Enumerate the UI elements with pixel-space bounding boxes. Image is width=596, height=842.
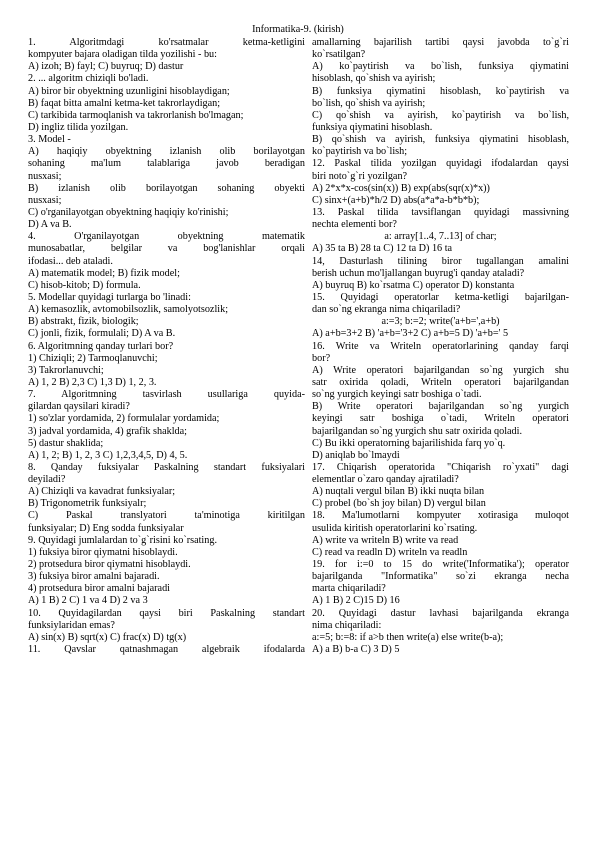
text-line: funksiyalar; D) Eng sodda funksiyalar — [28, 522, 184, 534]
text-line: A) haqiqiy obyektning izlanish olib borilayotgan — [28, 146, 305, 158]
text-line: dan so`ng ekranga nima chiqariladi? — [312, 304, 461, 316]
text-line: A) Chiziqli va kavadrat funksiyalar; — [28, 486, 176, 498]
text-line: 11. Qavslar qatnashmagan algebraik ifodalarda — [28, 644, 305, 656]
text-line: 9. Quyidagi jumlalardan to`g`risini ko`rsating. — [28, 534, 217, 546]
text-line: A) buyruq B) ko`rsatma C) operator D) konstanta — [312, 279, 515, 291]
text-line: 3) Takrorlanuvchi; — [28, 364, 104, 376]
text-line: 7. Algoritmning tasvirlash usullariga quyida- — [28, 389, 305, 401]
text-line: A) 2*x*x-cos(sin(x)) B) exp(abs(sqr(x)*x)) — [312, 182, 490, 194]
text-line: 19. for i:=0 to 15 do write('Informatika'); operator — [312, 559, 569, 571]
text-line: bajarilganda "Informatika" so`zi ekranga necha — [312, 571, 569, 583]
text-line: C) tarkibida tarmoqlanish va takrorlanish bo'lmagan; — [28, 109, 244, 121]
text-line: A) a+b=3+2 B) 'a+b='3+2 C) a+b=5 D) 'a+b=' 5 — [312, 328, 509, 340]
text-line: berish uchun mo'ljallangan buyrug'i qanday ataladi? — [312, 267, 525, 279]
text-line: 20. Quyidagi dastur lavhasi bajarilganda ekranga — [312, 607, 569, 619]
text-line: bajarilgandan so`ng yurgich shu satr oxirida qoladi. — [312, 425, 523, 437]
text-line: B) qo`shish va ayirish, funksiya qiymatini hisoblash, — [312, 134, 569, 146]
text-line: A) a B) b-a C) 3 D) 5 — [312, 644, 400, 656]
text-line: B) abstrakt, fizik, biologik; — [28, 316, 139, 328]
text-line: A) 1, 2; B) 1, 2, 3 C) 1,2,3,4,5, D) 4, 5. — [28, 449, 188, 461]
text-line: usulida kiritish operatorlarini ko`rsating. — [312, 522, 478, 534]
text-line: 5) dastur shaklida; — [28, 437, 104, 449]
text-line: 8. Qanday fuksiyalar Paskalning standart fuksiyalari — [28, 461, 305, 473]
text-line: 3) jadval yordamida, 4) grafik shaklda; — [28, 425, 187, 437]
text-line: ko`paytirish va bo`lish; — [312, 146, 408, 158]
text-line: marta chiqariladi? — [312, 583, 386, 595]
text-line: nima chiqariladi: — [312, 619, 382, 631]
text-line: B) funksiya qiymatini hisoblash, ko`paytirish va — [312, 85, 569, 97]
text-line: 17. Chiqarish operatorida "Chiqarish ro`yxati" dagi — [312, 461, 569, 473]
page-title: Informatika-9. (kirish) — [252, 24, 344, 35]
text-line: so`ng yurgich keyingi satr boshiga o`tadi. — [312, 389, 482, 401]
text-line: 12. Paskal tilida yozilgan quyidagi ifodalardan qaysi — [312, 158, 569, 170]
text-line: 6. Algoritmning qanday turlari bor? — [28, 340, 174, 352]
text-line: kompyuter bajara oladigan tilda yozilishi - bu: — [28, 49, 217, 61]
text-line: 1) so'zlar yordamida, 2) formulalar yordamida; — [28, 413, 220, 425]
text-line: A) 1 B) 2 C) 1 va 4 D) 2 va 3 — [28, 595, 148, 607]
text-line: B) faqat bitta amalni ketma-ket takrorlaydigan; — [28, 97, 221, 109]
text-line: amallarning bajarilish tartibi qaysi javobda to`g`ri — [312, 37, 569, 48]
text-line: A) 35 ta B) 28 ta C) 12 ta D) 16 ta — [312, 243, 453, 255]
text-line: A) biror bir obyektning uzunligini hisoblaydigan; — [28, 85, 230, 97]
text-line: 1) Chiziqli; 2) Tarmoqlanuvchi; — [28, 352, 158, 364]
text-line: A) sin(x) B) sqrt(x) C) frac(x) D) tg(x) — [28, 631, 187, 643]
text-line: B) Write operatori bajarilgandan so`ng yurgich — [312, 401, 569, 413]
text-line: 13. Paskal tilida tavsiflangan quyidagi massivning — [312, 206, 569, 218]
text-line: 3. Model - — [28, 134, 71, 146]
text-line: biri noto`g`ri yozilgan? — [312, 170, 408, 182]
text-line: 15. Quyidagi operatorlar ketma-ketligi bajarilgan- — [312, 291, 569, 303]
text-line: keyingi satr boshiga o`tadi, Writeln operatori — [312, 413, 569, 425]
right-column — [312, 37, 569, 656]
text-line: sohaning ma'lum talablariga javob beradigan — [28, 158, 305, 170]
text-line: C) jonli, fizik, formulali; D) A va B. — [28, 328, 176, 340]
text-line: A) write va writeln B) write va read — [312, 534, 459, 546]
text-line: C) Bu ikki operatorning bajarilishida farq yo`q. — [312, 437, 506, 449]
text-line: A) kemasozlik, avtomobilsozlik, samolyotsozlik; — [28, 304, 229, 316]
text-line: A) nuqtali vergul bilan B) ikki nuqta bilan — [312, 486, 485, 498]
text-line: funksiya qiymatini hisoblash. — [312, 121, 433, 133]
text-line: 2. ... algoritm chiziqli bo'ladi. — [28, 73, 149, 85]
text-line: deyiladi? — [28, 474, 66, 486]
text-line: 3) fuksiya biror amalni bajaradi. — [28, 571, 160, 583]
text-line: C) qo`shish va ayirish, ko`paytirish va bo`lish, — [312, 109, 569, 121]
text-line: 10. Quyidagilardan qaysi biri Paskalning standart — [28, 607, 305, 619]
text-line: a:=5; b:=8: if a>b then write(a) else write(b-a); — [312, 631, 504, 643]
text-line: 1) fuksiya biror qiymatni hisoblaydi. — [28, 546, 178, 558]
text-line: 2) protsedura biror qiymatni hisoblaydi. — [28, 559, 191, 571]
text-line: gilardan qaysilari kiradi? — [28, 401, 130, 413]
text-line: 14, Dasturlash tilining biror tugallangan amalini — [312, 255, 569, 267]
text-line: ko`rsatilgan? — [312, 49, 366, 61]
text-line: C) read va readln D) writeln va readln — [312, 546, 468, 558]
text-line: A) 1 B) 2 C)15 D) 16 — [312, 595, 400, 607]
text-line: satr oxirida qoladi, Writeln operatori bajarilgandan — [312, 376, 569, 388]
text-line: D) aniqlab bo`lmaydi — [312, 449, 400, 461]
text-line: hisoblash, qo`shish va ayirish; — [312, 73, 436, 85]
left-column — [28, 37, 305, 656]
text-line: nusxasi; — [28, 170, 62, 182]
text-line: A) 1, 2 B) 2,3 C) 1,3 D) 1, 2, 3. — [28, 376, 157, 388]
text-line: ifodasi... deb ataladi. — [28, 255, 113, 267]
text-line: B) Trigonometrik funksiyalr; — [28, 498, 147, 510]
text-line: A) ko`paytirish va bo`lish, funksiya qiymatini — [312, 61, 569, 73]
text-line: D) A va B. — [28, 219, 72, 231]
text-line: 4. O'rganilayotgan obyektning matematik — [28, 231, 305, 243]
text-line: nechta elementi bor? — [312, 219, 397, 231]
text-line: a: array[1..4, 7..13] of char; — [384, 231, 497, 243]
text-line: C) hisob-kitob; D) formula. — [28, 279, 141, 291]
text-line: A) Write operatori bajarilgandan so`ng yurgich shu — [312, 364, 569, 376]
text-line: C) sinx+(a+b)*h/2 D) abs(a*a*a-b*b*b); — [312, 194, 480, 206]
text-line: B) izlanish olib borilayotgan sohaning obyekti — [28, 182, 305, 194]
text-line: 5. Modellar quyidagi turlarga bo 'linadi: — [28, 291, 191, 303]
text-line: C) o'rganilayotgan obyektning haqiqiy ko'rinishi; — [28, 206, 229, 218]
text-line: C) Paskal translyatori ta'minotiga kiritilgan — [28, 510, 305, 522]
text-line: A) izoh; B) fayl; C) buyruq; D) dastur — [28, 61, 184, 73]
text-line: elementlar o`zaro qanday ajratiladi? — [312, 474, 459, 486]
text-line: bor? — [312, 352, 331, 364]
text-line: nusxasi; — [28, 194, 62, 206]
text-line: munosabatlar, belgilar va bog'lanishlar orqali — [28, 243, 305, 255]
text-line: 18. Ma'lumotlarni kompyuter xotirasiga muloqot — [312, 510, 569, 522]
text-line: a:=3; b:=2; write('a+b=',a+b) — [381, 316, 500, 328]
text-line: 16. Write va Writeln operatorlarining qanday farqi — [312, 340, 569, 352]
text-line: 4) protsedura biror amalni bajaradi — [28, 583, 171, 595]
text-line: bo`lish, qo`shish va ayirish; — [312, 97, 426, 109]
text-line: funksiylaridan emas? — [28, 619, 115, 631]
text-line: 1. Algoritmdagi ko'rsatmalar ketma-ketligini — [28, 37, 305, 48]
text-line: C) probel (bo`sh joy bilan) D) vergul bilan — [312, 498, 486, 510]
text-line: D) ingliz tilida yozilgan. — [28, 121, 129, 133]
text-line: A) matematik model; B) fizik model; — [28, 267, 180, 279]
